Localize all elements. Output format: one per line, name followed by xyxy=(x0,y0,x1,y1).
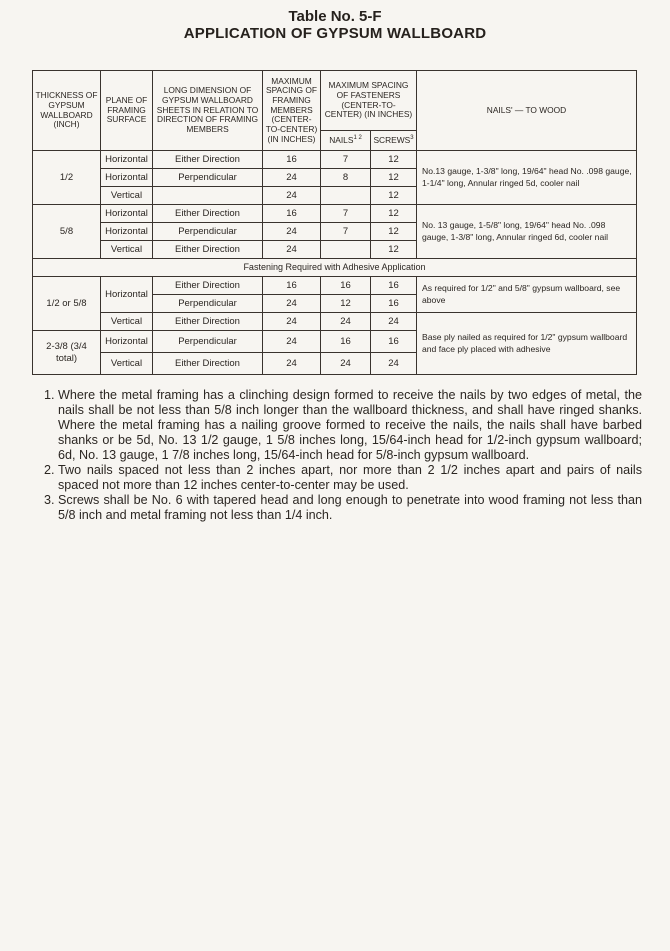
nails-cell: 16 xyxy=(321,331,371,353)
spacing-cell: 24 xyxy=(263,295,321,313)
thickness-cell: 5/8 xyxy=(33,205,101,259)
screws-cell: 24 xyxy=(371,353,417,375)
wallboard-table xyxy=(32,70,637,375)
header-member-spacing: MAXIMUM SPACING OF FRAMING MEMBERS (CENTER-TO-CENTER) (IN INCHES) xyxy=(263,71,321,151)
direction-cell: Either Direction xyxy=(153,205,263,223)
header-nails-footnote: 1 2 xyxy=(353,135,362,142)
thickness-cell: 2-3/8 (3/4 total) xyxy=(33,331,101,375)
screws-cell: 24 xyxy=(371,313,417,331)
header-plane: PLANE OF FRAMING SURFACE xyxy=(101,71,153,151)
adhesive-row xyxy=(33,259,637,277)
nails-cell: 12 xyxy=(321,295,371,313)
nails-cell: 7 xyxy=(321,223,371,241)
direction-cell: Either Direction xyxy=(153,241,263,259)
header-fastener-spacing: MAXIMUM SPACING OF FASTENERS (CENTER-TO-CENTER) (IN INCHES) xyxy=(321,71,417,131)
header-thickness: THICKNESS OF GYPSUM WALLBOARD (INCH) xyxy=(33,71,101,151)
nails-cell: 16 xyxy=(321,277,371,295)
direction-cell: Either Direction xyxy=(153,151,263,169)
nails-description: No. 13 gauge, 1-5/8" long, 19/64" head No. .098 gauge, 1-3/8" long, Annular ringed 6d, cooler nail xyxy=(417,205,637,259)
screws-cell: 12 xyxy=(371,223,417,241)
screws-cell: 12 xyxy=(371,205,417,223)
spacing-cell: 24 xyxy=(263,187,321,205)
table-row xyxy=(33,151,637,169)
table-title: APPLICATION OF GYPSUM WALLBOARD xyxy=(183,25,487,42)
plane-cell: Horizontal xyxy=(101,223,153,241)
header-nails xyxy=(321,131,371,151)
plane-cell: Horizontal xyxy=(101,277,153,313)
spacing-cell: 24 xyxy=(263,331,321,353)
direction-cell: Either Direction xyxy=(153,277,263,295)
nails-description: Base ply nailed as required for 1/2" gypsum wallboard and face ply placed with adhesive xyxy=(417,313,637,375)
direction-cell xyxy=(153,187,263,205)
spacing-cell: 24 xyxy=(263,223,321,241)
table-row xyxy=(33,205,637,223)
header-nails-to-wood: NAILS' — TO WOOD xyxy=(417,71,637,151)
thickness-cell: 1/2 xyxy=(33,151,101,205)
nails-cell xyxy=(321,187,371,205)
screws-cell: 12 xyxy=(371,169,417,187)
screws-cell: 16 xyxy=(371,277,417,295)
plane-cell: Horizontal xyxy=(101,151,153,169)
nails-cell: 8 xyxy=(321,169,371,187)
plane-cell: Horizontal xyxy=(101,331,153,353)
header-screws-footnote: 3 xyxy=(410,135,414,142)
spacing-cell: 16 xyxy=(263,277,321,295)
table-row xyxy=(33,313,637,331)
direction-cell: Perpendicular xyxy=(153,295,263,313)
screws-cell: 12 xyxy=(371,151,417,169)
plane-cell: Vertical xyxy=(101,187,153,205)
header-screws-label: SCREWS xyxy=(373,135,411,146)
nails-description: As required for 1/2" and 5/8" gypsum wallboard, see above xyxy=(417,277,637,313)
table-row xyxy=(33,277,637,295)
header-screws xyxy=(371,131,417,151)
spacing-cell: 24 xyxy=(263,353,321,375)
spacing-cell: 16 xyxy=(263,205,321,223)
plane-cell: Horizontal xyxy=(101,169,153,187)
direction-cell: Perpendicular xyxy=(153,223,263,241)
nails-description: No.13 gauge, 1-3/8" long, 19/64" head No. .098 gauge, 1-1/4" long, Annular ringed 5d, cooler nail xyxy=(417,151,637,205)
header-dimension: LONG DIMENSION OF GYPSUM WALLBOARD SHEETS IN RELATION TO DIRECTION OF FRAMING MEMBERS xyxy=(153,71,263,151)
screws-cell: 16 xyxy=(371,295,417,313)
footnotes xyxy=(30,388,642,523)
footnote-3: 3. Screws shall be No. 6 with tapered head and long enough to penetrate into wood framing not less than 5/8 inch and metal framing not less than 1/4 inch. xyxy=(58,493,642,523)
spacing-cell: 24 xyxy=(263,169,321,187)
footnote-2: 2. Two nails spaced not less than 2 inches apart, nor more than 2 1/2 inches apart and pairs of nails spaced not more than 12 inches center-to-center may be used. xyxy=(58,463,642,493)
nails-cell: 7 xyxy=(321,205,371,223)
screws-cell: 16 xyxy=(371,331,417,353)
direction-cell: Perpendicular xyxy=(153,169,263,187)
spacing-cell: 24 xyxy=(263,241,321,259)
footnote-1: 1. Where the metal framing has a clinching design formed to receive the nails by two edges of metal, the nails shall be not less than 5/8 inch longer than the wallboard thickness, and shall have ringed shanks. Where the metal framing has a nailing groove formed to receive the nails, the nails shall have barbed shanks or be 5d, No. 13 1/2 gauge, 1 5/8 inches long, 15/64-inch head for 1/2-inch gypsum wallboard; 6d, No. 13 gauge, 1 7/8 inches long, 15/64-inch head for 5/8-inch gypsum wallboard. xyxy=(58,388,642,463)
thickness-cell: 1/2 or 5/8 xyxy=(33,277,101,331)
direction-cell: Either Direction xyxy=(153,353,263,375)
nails-cell: 7 xyxy=(321,151,371,169)
plane-cell: Vertical xyxy=(101,313,153,331)
direction-cell: Either Direction xyxy=(153,313,263,331)
nails-cell xyxy=(321,241,371,259)
nails-cell: 24 xyxy=(321,313,371,331)
spacing-cell: 16 xyxy=(263,151,321,169)
header-nails-label: NAILS xyxy=(329,135,354,146)
direction-cell: Perpendicular xyxy=(153,331,263,353)
screws-cell: 12 xyxy=(371,241,417,259)
footnote-list xyxy=(30,388,642,523)
spacing-cell: 24 xyxy=(263,313,321,331)
screws-cell: 12 xyxy=(371,187,417,205)
nails-cell: 24 xyxy=(321,353,371,375)
plane-cell: Vertical xyxy=(101,353,153,375)
header-row xyxy=(33,71,637,131)
adhesive-label: Fastening Required with Adhesive Application xyxy=(33,259,637,277)
plane-cell: Vertical xyxy=(101,241,153,259)
table-number: Table No. 5-F xyxy=(288,8,382,25)
plane-cell: Horizontal xyxy=(101,205,153,223)
